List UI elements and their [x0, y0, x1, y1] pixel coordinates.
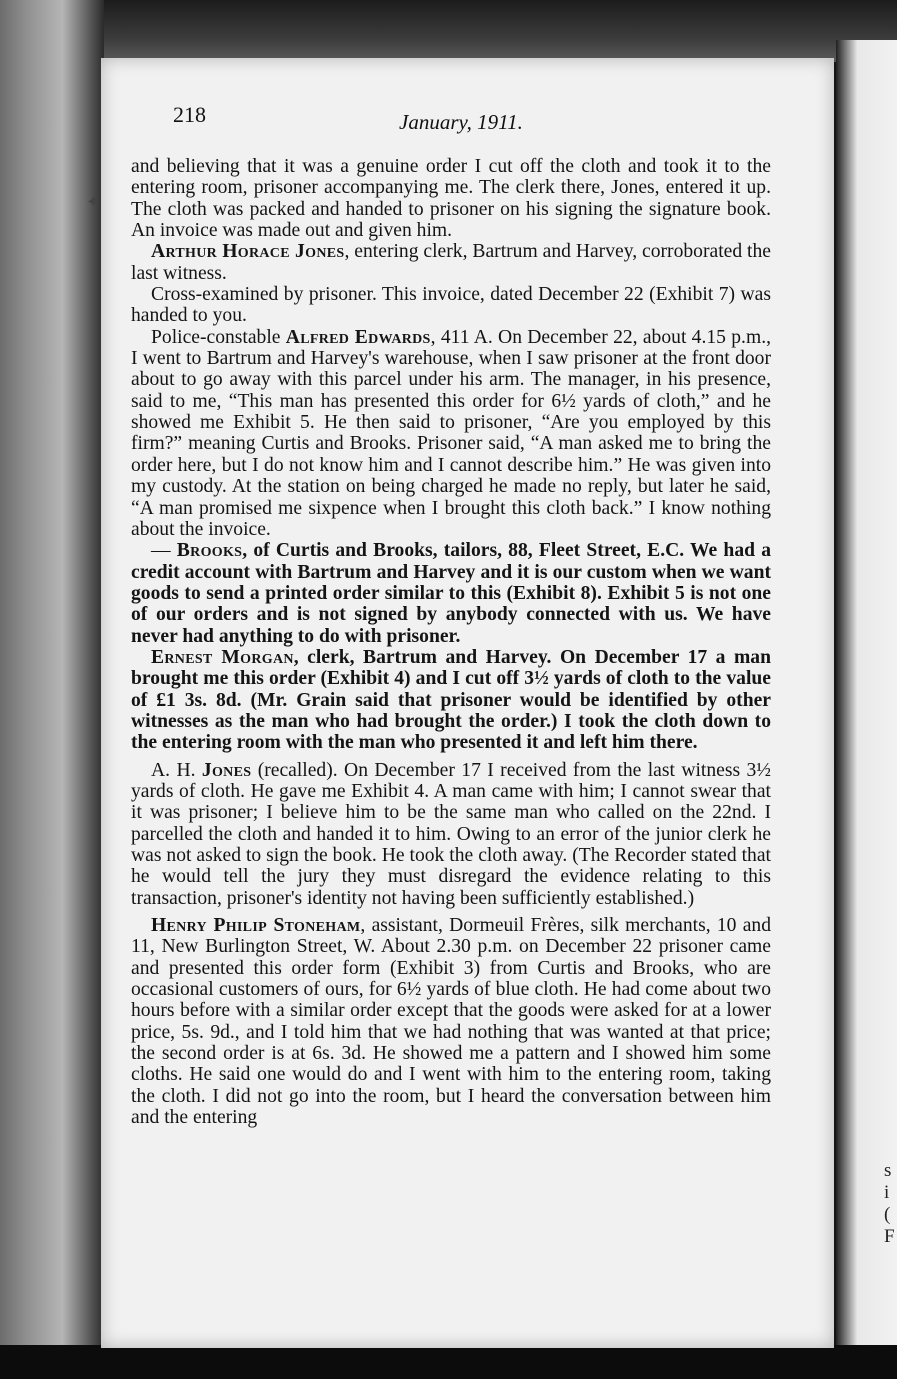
- running-head-text: January, 1911.: [399, 110, 523, 134]
- paragraph-text: and believing that it was a genuine order I cut off the cloth and took it to the entering room, prisoner accompanying me. The clerk there, Jones, entered it up. The cloth was packed and handed to prisoner on his signing the signature book. An invoice was made out and given him.: [131, 156, 771, 242]
- paragraph: [131, 540, 771, 647]
- margin-mark: ✦: [86, 192, 102, 212]
- facing-page-fragment: s: [884, 1160, 892, 1181]
- document-page: [101, 58, 834, 1348]
- page-number: 218: [173, 102, 206, 127]
- paragraph: [131, 156, 771, 241]
- speaker-name: Alfred Edwards: [285, 326, 431, 348]
- page-header: [173, 102, 773, 136]
- running-head: [399, 110, 523, 135]
- speaker-name: Henry Philip Stoneham: [151, 915, 361, 937]
- paragraph-text: Cross-examined by prisoner. This invoice, dated December 22 (Exhibit 7) was handed to you.: [131, 284, 771, 327]
- body-text: [131, 156, 771, 1128]
- facing-page-fragment: F: [884, 1226, 895, 1247]
- paragraph-text: , 411 A. On December 22, about 4.15 p.m., I went to Bartrum and Harvey's warehouse, when I saw prisoner at the front door about to go away with this parcel under his arm. The manager, in his presence, said to me, “This man has presented this order for 6½ yards of cloth,” and he showed me Exhibit 5. He then said to prisoner, “Are you employed by this firm?” meaning Curtis and Brooks. Prisoner said, “A man asked me to bring the order here, but I do not know him and I cannot describe him.” He was given into my custody. At the station on being charged he made no reply, but later he said, “A man promised me sixpence when I brought this cloth back.” I know nothing about the invoice.: [131, 326, 771, 540]
- speaker-name: Brooks: [176, 540, 243, 562]
- paragraph-text: Police-constable: [151, 326, 286, 348]
- speaker-name: Ernest Morgan: [151, 646, 294, 668]
- facing-page-fragment: (: [884, 1204, 891, 1225]
- paragraph-text: , clerk, Bartrum and Harvey. On December 17 a man brought me this order (Exhibit 4) and I cut off 3½ yards of cloth to the value of £1 3s. 8d. (Mr. Grain said that prisoner would be identified by other witnesses as the man who had brought the order.) I took the cloth down to the entering room with the man who presented it and left him there.: [131, 646, 771, 754]
- paragraph: [131, 241, 771, 284]
- paragraph: [131, 284, 771, 327]
- speaker-name: Arthur Horace Jones: [151, 241, 345, 263]
- scan-top-edge: [0, 0, 897, 62]
- paragraph-text: , of Curtis and Brooks, tailors, 88, Fleet Street, E.C. We had a credit account with Bartrum and Harvey and it is our custom when we want goods to send a printed order similar to this (Exhibit 8). Exhibit 5 is not one of our orders and is not signed by anybody connected with us. We have never had anything to do with prisoner.: [131, 540, 771, 647]
- paragraph: [131, 327, 771, 540]
- scan-bottom-edge: [0, 1345, 897, 1379]
- paragraph-text: , assistant, Dormeuil Frères, silk merchants, 10 and 11, New Burlington Street, W. About 2.30 p.m. on December 22 prisoner came and presented this order form (Exhibit 3) from Curtis and Brooks, who are occasional customers of ours, for 6½ yards of blue cloth. He had come about two hours before with a similar order except that the goods were asked for at a lower price, 5s. 9d., and I told him that we had nothing that was wanted at that price; the second order is at 6s. 3d. He showed me a pattern and I showed him some cloths. He said one would do and I went with him to the entering room, taking the cloth. I did not go into the room, but I heard the conversation between him and the entering: [131, 915, 771, 1129]
- speaker-name: Jones: [201, 759, 252, 781]
- paragraph: [131, 647, 771, 754]
- paragraph-text: , entering clerk, Bartrum and Harvey, corroborated the last witness.: [131, 241, 771, 284]
- facing-page-fragment: i: [884, 1182, 890, 1203]
- paragraph-text: (recalled). On December 17 I received from the last witness 3½ yards of cloth. He gave me Exhibit 4. A man came with him; I cannot swear that it was prisoner; I believe him to be the same man who called on the 22nd. I parcelled the cloth and handed it to him. Owing to an error of the junior clerk he was not asked to sign the book. He took the cloth away. (The Recorder stated that he would tell the jury they must disregard the evidence relating to this transaction, prisoner's identity not having been sufficiently established.): [131, 759, 771, 909]
- paragraph-text: —: [151, 540, 177, 562]
- paragraph: [131, 915, 771, 1128]
- facing-page-strip: [836, 40, 897, 1360]
- paragraph-text: A. H.: [151, 759, 202, 781]
- paragraph: [131, 760, 771, 909]
